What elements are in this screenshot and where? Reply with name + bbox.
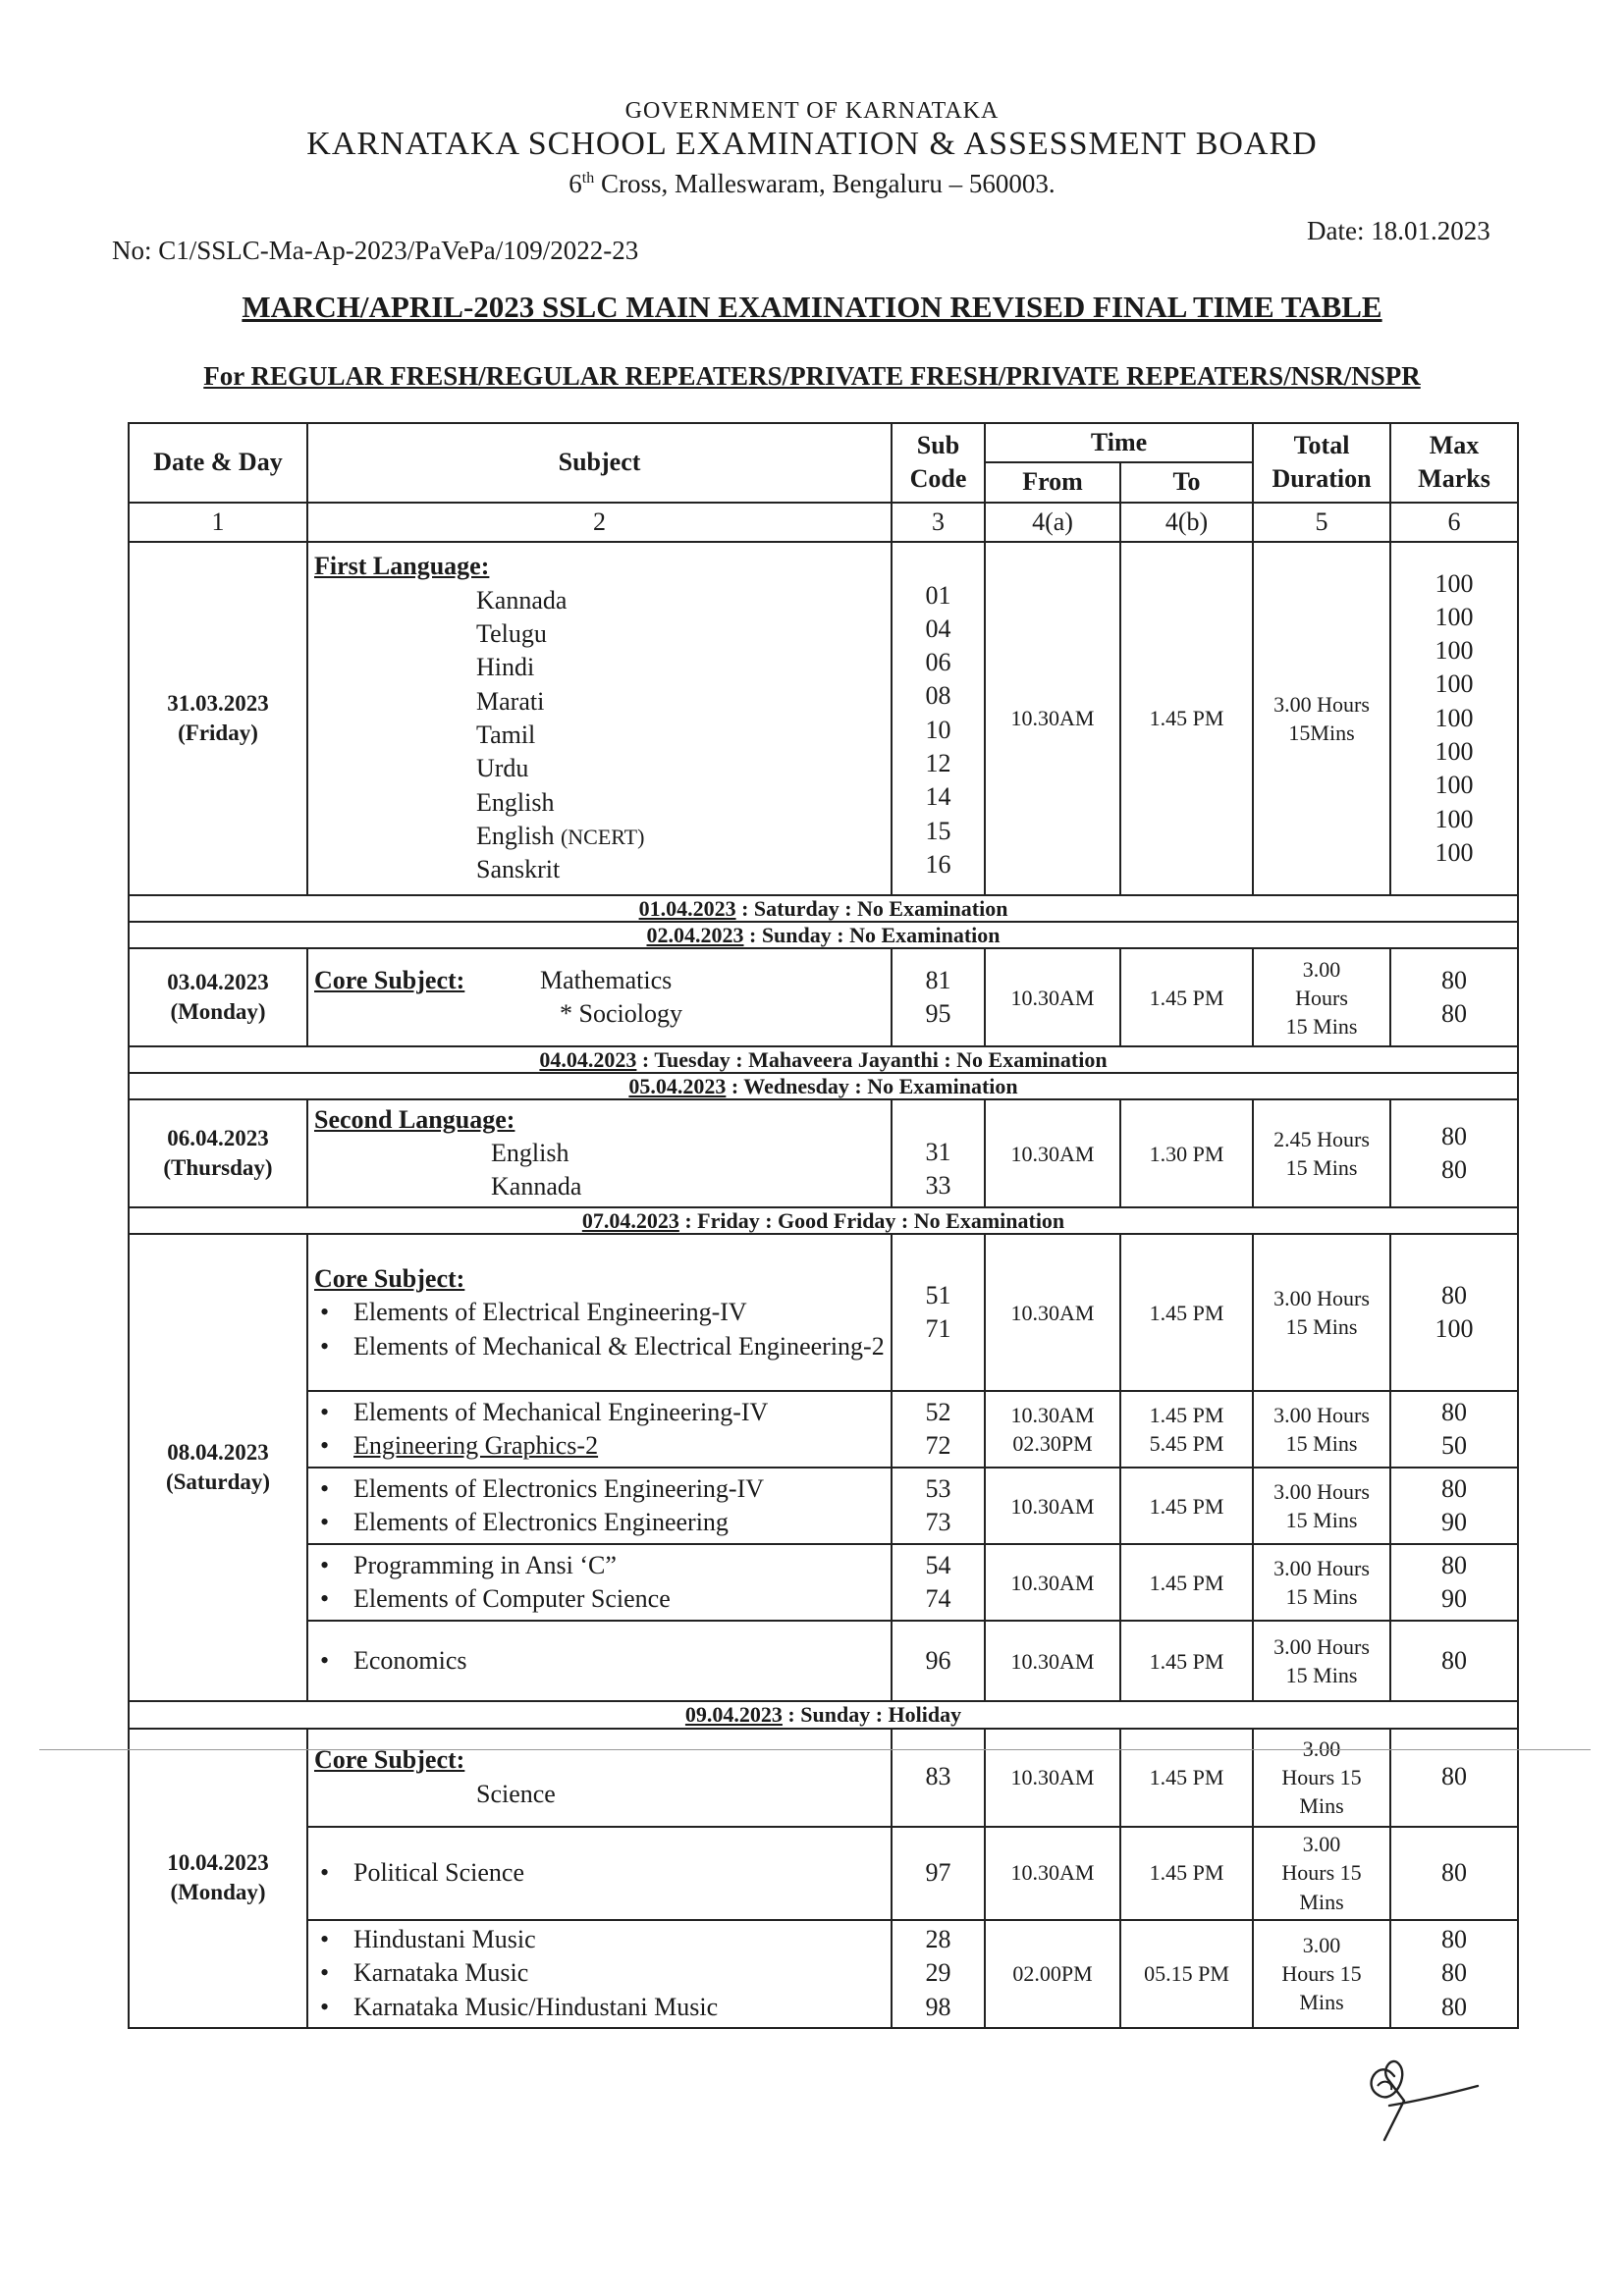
col-num: 4(b)	[1120, 503, 1253, 542]
total-duration	[1253, 1234, 1390, 1391]
max-marks-cell	[1390, 1468, 1518, 1544]
address-number: 6	[568, 169, 582, 198]
time-to	[1120, 1391, 1253, 1468]
note-date: 09.04.2023	[684, 1702, 783, 1728]
no-exam-note	[129, 1046, 1518, 1073]
date-day-cell	[129, 1234, 307, 1701]
sub-code: 97	[892, 1827, 985, 1920]
board-heading: KARNATAKA SCHOOL EXAMINATION & ASSESSMENT BOARD	[306, 126, 1318, 162]
subject-group: Core Subject:	[314, 965, 465, 994]
sub-code-cell	[892, 948, 985, 1046]
max-marks-cell	[1390, 542, 1518, 895]
subject-name: • Karnataka Music	[314, 1956, 885, 1990]
subject-group: First Language:	[314, 552, 490, 581]
subject-name: • Elements of Electrical Engineering-IV	[314, 1296, 885, 1329]
duration-line: Hours 15	[1281, 1764, 1362, 1789]
note-date: 07.04.2023	[581, 1208, 679, 1234]
col-num: 2	[307, 503, 892, 542]
subject-name: Telugu	[476, 619, 547, 648]
table-row	[129, 1920, 1518, 2028]
subject-name: * Sociology	[560, 999, 682, 1029]
duration-line: 3.00 Hours	[1273, 1556, 1370, 1581]
subject-cell	[307, 948, 892, 1046]
sub-code: 83	[892, 1729, 985, 1827]
sub-code: 08	[925, 681, 951, 711]
time-to: 05.15 PM	[1120, 1920, 1253, 2028]
time-to: 1.45 PM	[1120, 1468, 1253, 1544]
time-from: 10.30AM	[985, 542, 1120, 895]
max-marks: 80	[1441, 1551, 1468, 1580]
exam-day: (Monday)	[170, 1880, 266, 1904]
note-date: 01.04.2023	[638, 895, 736, 921]
max-marks: 80	[1441, 1122, 1468, 1150]
max-marks: 100	[1435, 737, 1474, 767]
column-number-row	[129, 503, 1518, 542]
time-value: 5.45 PM	[1149, 1431, 1224, 1457]
note-text: : Saturday : No Examination	[735, 895, 1008, 921]
subject-cell	[307, 1544, 892, 1621]
time-from: 10.30AM	[985, 1827, 1120, 1920]
document-title: MARCH/APRIL-2023 SSLC MAIN EXAMINATION REVISED FINAL TIME TABLE	[242, 290, 1382, 324]
sub-code: 52	[925, 1398, 951, 1427]
subject-name-ncert	[314, 820, 885, 853]
duration-line: 15 Mins	[1285, 1431, 1358, 1457]
time-to: 1.45 PM	[1120, 1234, 1253, 1391]
note-date: 05.04.2023	[628, 1074, 727, 1099]
duration-line: Hours	[1295, 985, 1348, 1010]
no-exam-note	[129, 1207, 1518, 1234]
max-marks-cell	[1390, 1234, 1518, 1391]
col-total-duration	[1253, 423, 1390, 503]
subject-cell	[307, 1827, 892, 1920]
sub-code: 51	[925, 1281, 951, 1310]
max-marks: 90	[1441, 1508, 1468, 1537]
duration-line: 3.00 Hours	[1273, 1479, 1370, 1505]
total-duration	[1253, 1729, 1390, 1827]
no-exam-note	[129, 922, 1518, 948]
subject-name: • Elements of Mechanical & Electrical Engineering-2	[314, 1330, 885, 1363]
time-from: 10.30AM	[985, 1729, 1120, 1827]
total-duration	[1253, 1827, 1390, 1920]
time-from: 10.30AM	[985, 1468, 1120, 1544]
no-exam-note	[129, 895, 1518, 922]
max-marks-cell	[1390, 1391, 1518, 1468]
duration-line: 3.00 Hours	[1273, 1634, 1370, 1660]
max-marks: 100	[1435, 804, 1474, 833]
time-to: 1.45 PM	[1120, 1621, 1253, 1701]
col-time-from: From	[985, 462, 1120, 502]
table-row	[129, 1391, 1518, 1468]
note-text: : Wednesday : No Examination	[726, 1074, 1018, 1099]
col-num: 4(a)	[985, 503, 1120, 542]
duration-line: 15 Mins	[1285, 1584, 1358, 1610]
sub-code: 10	[925, 715, 951, 744]
no-exam-row	[129, 1073, 1518, 1099]
subject-cell	[307, 1234, 892, 1391]
exam-day: (Saturday)	[165, 1469, 271, 1495]
subject-name: English	[476, 787, 555, 817]
duration-line: 2.45 Hours	[1273, 1127, 1370, 1152]
time-value: 10.30AM	[1010, 1403, 1095, 1428]
sub-code-cell	[892, 1234, 985, 1391]
subject-name: Kannada	[491, 1172, 582, 1201]
max-marks-cell	[1390, 948, 1518, 1046]
no-exam-row	[129, 1046, 1518, 1073]
subject-name: Sanskrit	[476, 855, 561, 884]
exam-day: (Friday)	[178, 720, 258, 745]
subject-name: • Elements of Electronics Engineering-IV	[314, 1472, 885, 1506]
subject-line	[314, 964, 885, 1032]
subject-name: Marati	[476, 686, 545, 716]
max-marks: 100	[1435, 636, 1474, 666]
col-sub-code	[892, 423, 985, 503]
max-marks: 80	[1390, 1827, 1518, 1920]
holiday-note	[129, 1701, 1518, 1728]
subject-name: Mathematics	[540, 965, 673, 994]
sub-code-cell	[892, 1468, 985, 1544]
address-rest: Cross, Malleswaram, Bengaluru – 560003.	[594, 169, 1056, 198]
time-from: 10.30AM	[985, 1621, 1120, 1701]
time-to: 1.45 PM	[1120, 542, 1253, 895]
time-from: 10.30AM	[985, 1234, 1120, 1391]
subject-cell	[307, 542, 892, 895]
date-day-cell	[129, 948, 307, 1046]
table-row	[129, 1621, 1518, 1701]
duration-line: Mins	[1299, 1990, 1344, 2015]
duration-line: 15 Mins	[1285, 1155, 1358, 1181]
subject-group: Core Subject:	[314, 1745, 465, 1775]
sub-code: 98	[925, 1992, 951, 2021]
duration-line: Hours 15	[1281, 1860, 1362, 1886]
sub-code-cell	[892, 1099, 985, 1207]
sub-code: 16	[925, 850, 951, 880]
exam-date: 10.04.2023	[167, 1849, 269, 1875]
subject-group: Core Subject:	[314, 1263, 465, 1293]
subject-name: • Programming in Ansi ‘C”	[314, 1549, 885, 1582]
sub-code: 29	[925, 1958, 951, 1988]
table-row	[129, 1468, 1518, 1544]
duration-line: 15Mins	[1288, 720, 1355, 745]
header-row	[129, 423, 1518, 462]
time-from: 02.00PM	[985, 1920, 1120, 2028]
time-from: 10.30AM	[985, 1099, 1120, 1207]
sub-code-cell	[892, 1391, 985, 1468]
duration-line: 15 Mins	[1285, 1013, 1358, 1039]
subject-cell	[307, 1920, 892, 2028]
sub-code: 74	[925, 1584, 951, 1614]
max-marks: 50	[1441, 1431, 1468, 1461]
document-subtitle: For REGULAR FRESH/REGULAR REPEATERS/PRIVATE FRESH/PRIVATE REPEATERS/NSR/NSPR	[203, 361, 1421, 391]
note-date: 02.04.2023	[646, 923, 744, 948]
note-text: : Tuesday : Mahaveera Jayanthi : No Examination	[636, 1047, 1108, 1073]
reference-number: No: C1/SSLC-Ma-Ap-2023/PaVePa/109/2022-23	[112, 236, 639, 265]
subject-name: • Political Science	[314, 1856, 885, 1890]
exam-date: 03.04.2023	[167, 969, 269, 994]
duration-line: 3.00 Hours	[1273, 1403, 1370, 1428]
max-marks: 100	[1435, 1314, 1474, 1344]
col-total-l1: Total	[1293, 431, 1350, 459]
time-to: 1.30 PM	[1120, 1099, 1253, 1207]
exam-date: 06.04.2023	[167, 1125, 269, 1150]
subject-name: • Karnataka Music/Hindustani Music	[314, 1991, 885, 2024]
duration-line: 15 Mins	[1285, 1314, 1358, 1340]
subject-name: • Elements of Mechanical Engineering-IV	[314, 1396, 885, 1429]
max-marks: 80	[1441, 1155, 1468, 1185]
col-num: 1	[129, 503, 307, 542]
max-marks-cell	[1390, 1544, 1518, 1621]
sub-code: 81	[925, 965, 951, 994]
col-max-l2: Marks	[1418, 464, 1490, 494]
sub-code: 12	[925, 749, 951, 778]
holiday-row	[129, 1701, 1518, 1728]
duration-line: 15 Mins	[1285, 1508, 1358, 1533]
time-to: 1.45 PM	[1120, 948, 1253, 1046]
max-marks: 100	[1435, 602, 1474, 631]
time-to: 1.45 PM	[1120, 1544, 1253, 1621]
subject-name: • Economics	[314, 1644, 885, 1678]
max-marks: 100	[1435, 568, 1474, 598]
time-value: 02.30PM	[1012, 1431, 1093, 1457]
board-address	[0, 169, 1624, 199]
col-num: 5	[1253, 503, 1390, 542]
subject-name: • Engineering Graphics-2	[314, 1429, 885, 1463]
subject-name: Science	[476, 1779, 556, 1808]
table-row	[129, 1729, 1518, 1827]
subject-cell	[307, 1729, 892, 1827]
sub-code: 04	[925, 614, 951, 643]
subject-list	[540, 964, 682, 1032]
max-marks: 80	[1441, 965, 1468, 994]
ncert-tag: (NCERT)	[560, 824, 645, 849]
max-marks: 80	[1441, 999, 1468, 1029]
duration-line: 3.00	[1302, 1735, 1341, 1761]
date-day-cell	[129, 1729, 307, 2028]
duration-line: 3.00	[1302, 956, 1341, 982]
note-text: : Sunday : No Examination	[743, 923, 1001, 948]
duration-line: Mins	[1299, 1889, 1344, 1914]
sub-code: 96	[892, 1621, 985, 1701]
note-date: 04.04.2023	[539, 1047, 637, 1073]
table-row	[129, 1544, 1518, 1621]
exam-day: (Monday)	[170, 999, 266, 1025]
col-num: 6	[1390, 503, 1518, 542]
duration-line: 3.00 Hours	[1273, 691, 1370, 717]
time-from	[985, 1391, 1120, 1468]
subject-name: • Hindustani Music	[314, 1923, 885, 1956]
date-day-cell	[129, 542, 307, 895]
no-exam-row	[129, 922, 1518, 948]
sub-code: 71	[925, 1314, 951, 1344]
duration-line: Hours 15	[1281, 1960, 1362, 1986]
sub-code: 72	[925, 1431, 951, 1461]
total-duration	[1253, 1621, 1390, 1701]
sub-code: 33	[925, 1171, 951, 1201]
exam-date: 08.04.2023	[167, 1440, 269, 1466]
max-marks: 80	[1441, 1992, 1468, 2021]
duration-line: 15 Mins	[1285, 1663, 1358, 1688]
timetable	[128, 422, 1519, 2029]
col-sub-code-l1: Sub	[916, 431, 960, 459]
subject-name: Kannada	[476, 585, 568, 614]
subject-cell	[307, 1099, 892, 1207]
max-marks: 80	[1390, 1729, 1518, 1827]
sub-code: 15	[925, 816, 951, 845]
date-day-cell	[129, 1099, 307, 1207]
max-marks: 80	[1441, 1474, 1468, 1504]
subject-name: • Elements of Electronics Engineering	[314, 1506, 885, 1539]
time-from: 10.30AM	[985, 1544, 1120, 1621]
col-subject: Subject	[307, 423, 892, 503]
note-text: : Sunday : Holiday	[782, 1702, 962, 1728]
total-duration	[1253, 1468, 1390, 1544]
time-from: 10.30AM	[985, 948, 1120, 1046]
subject-name: Hindi	[476, 653, 535, 682]
table-row	[129, 1099, 1518, 1207]
subject-cell	[307, 1468, 892, 1544]
subject-cell	[307, 1391, 892, 1468]
exam-date: 31.03.2023	[167, 690, 269, 716]
document-date: Date: 18.01.2023	[1307, 216, 1490, 245]
total-duration	[1253, 1920, 1390, 2028]
col-num: 3	[892, 503, 985, 542]
subject-name: English	[476, 821, 555, 850]
signature-icon	[1350, 2047, 1497, 2155]
max-marks: 80	[1441, 1925, 1468, 1954]
table-row	[129, 1827, 1518, 1920]
col-total-l2: Duration	[1272, 464, 1372, 494]
max-marks: 80	[1441, 1398, 1468, 1427]
time-to: 1.45 PM	[1120, 1827, 1253, 1920]
table-row	[129, 948, 1518, 1046]
sub-code-cell	[892, 1920, 985, 2028]
total-duration	[1253, 1391, 1390, 1468]
max-marks: 80	[1441, 1958, 1468, 1988]
max-marks: 100	[1435, 838, 1474, 868]
scan-artifact-line	[39, 1749, 1591, 1750]
duration-line: 3.00	[1302, 1932, 1341, 1957]
no-exam-row	[129, 1207, 1518, 1234]
sub-code-cell	[892, 542, 985, 895]
total-duration	[1253, 542, 1390, 895]
total-duration	[1253, 1544, 1390, 1621]
max-marks-cell	[1390, 1099, 1518, 1207]
sub-code: 01	[925, 580, 951, 610]
col-date-day: Date & Day	[129, 423, 307, 503]
subject-name: English	[491, 1139, 569, 1168]
sub-code: 31	[925, 1138, 951, 1166]
sub-code: 06	[925, 648, 951, 677]
note-text: : Friday : Good Friday : No Examination	[678, 1208, 1065, 1234]
col-time: Time	[985, 423, 1253, 462]
max-marks: 80	[1441, 1281, 1468, 1310]
sub-code: 14	[925, 782, 951, 812]
sub-code-cell	[892, 1544, 985, 1621]
no-exam-row	[129, 895, 1518, 922]
max-marks: 100	[1435, 703, 1474, 732]
duration-line: 3.00	[1302, 1832, 1341, 1857]
col-max-l1: Max	[1429, 431, 1480, 459]
max-marks: 100	[1435, 669, 1474, 699]
max-marks: 80	[1390, 1621, 1518, 1701]
table-row	[129, 1234, 1518, 1391]
subject-cell	[307, 1621, 892, 1701]
total-duration	[1253, 948, 1390, 1046]
no-exam-note	[129, 1073, 1518, 1099]
sub-code: 54	[925, 1551, 951, 1580]
max-marks: 90	[1441, 1584, 1468, 1614]
time-to: 1.45 PM	[1120, 1729, 1253, 1827]
total-duration	[1253, 1099, 1390, 1207]
sub-code: 73	[925, 1508, 951, 1537]
sub-code: 53	[925, 1474, 951, 1504]
subject-name: • Elements of Computer Science	[314, 1582, 885, 1616]
address-suffix: th	[581, 170, 595, 187]
max-marks-cell	[1390, 1920, 1518, 2028]
sub-code: 28	[925, 1925, 951, 1954]
time-value: 1.45 PM	[1149, 1403, 1224, 1428]
col-time-to: To	[1120, 462, 1253, 502]
col-max-marks	[1390, 423, 1518, 503]
sub-code: 95	[925, 999, 951, 1029]
duration-line: 3.00 Hours	[1273, 1286, 1370, 1311]
government-heading: GOVERNMENT OF KARNATAKA	[624, 98, 1000, 124]
table-row	[129, 542, 1518, 895]
col-sub-code-l2: Code	[909, 464, 967, 494]
subject-name: Tamil	[476, 720, 536, 749]
exam-day: (Thursday)	[163, 1155, 273, 1181]
subject-group: Second Language:	[314, 1104, 515, 1134]
duration-line: Mins	[1299, 1793, 1344, 1819]
subject-name: Urdu	[476, 754, 529, 783]
max-marks: 100	[1435, 771, 1474, 800]
